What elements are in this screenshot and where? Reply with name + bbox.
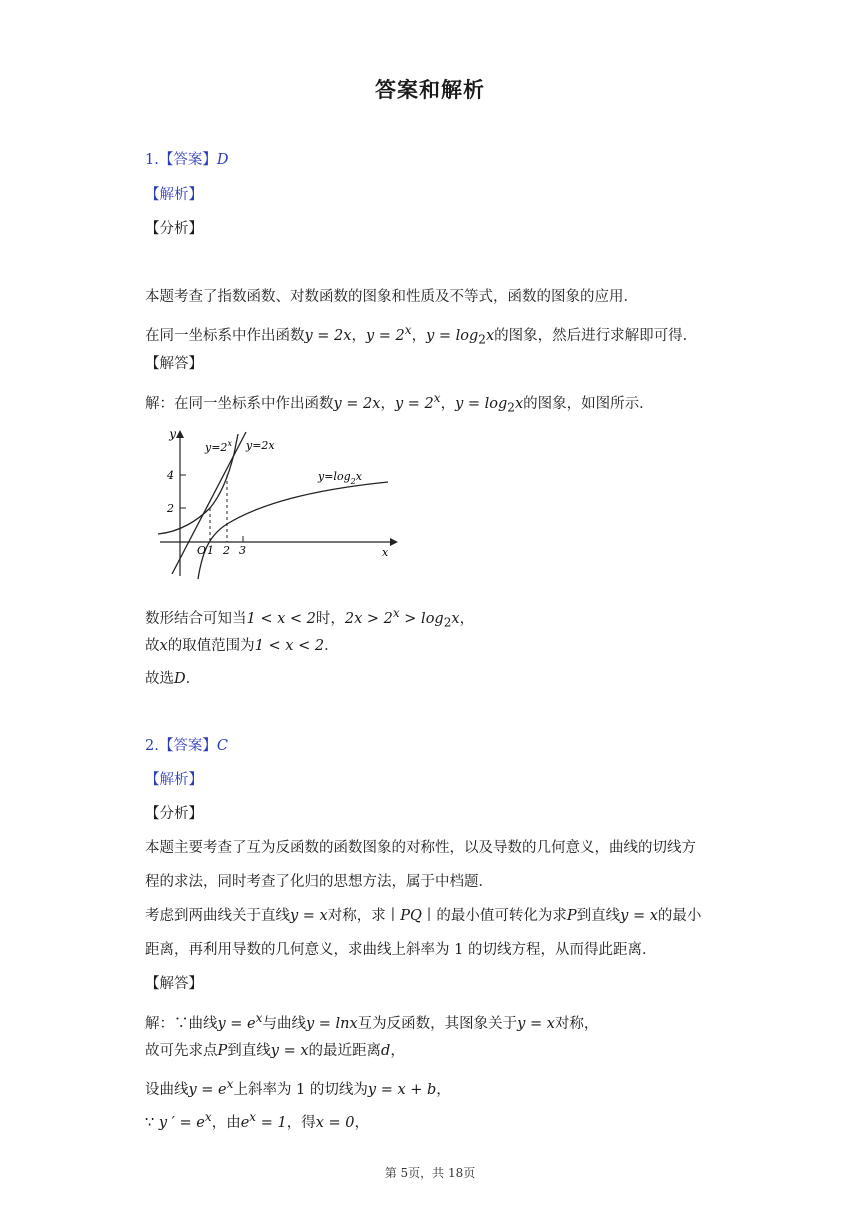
- formula-superscript: x: [392, 606, 400, 620]
- formula: x: [514, 395, 524, 412]
- text-segment: ，由: [211, 1114, 241, 1131]
- text-segment: 到直线: [227, 1043, 271, 1059]
- text-segment: 在同一坐标系中作出函数: [145, 327, 305, 344]
- formula: y = x: [290, 908, 328, 924]
- formula: y = 2: [394, 395, 434, 412]
- text-segment: ，: [351, 327, 366, 344]
- text-segment: 互为反函数，其图象关于: [357, 1015, 518, 1032]
- text-segment: 故选: [145, 671, 174, 687]
- q2-text7: [145, 1074, 451, 1100]
- text-segment: ，: [380, 395, 395, 412]
- formula: y = log: [426, 327, 479, 344]
- origin-label: O: [197, 544, 207, 557]
- q1-text5: [145, 636, 339, 656]
- formula: P: [217, 1043, 228, 1059]
- text-segment: 的取值范围为: [167, 638, 255, 654]
- q2-text3: [145, 906, 701, 926]
- formula: PQ: [400, 908, 422, 924]
- text-segment: ，: [436, 1081, 451, 1098]
- q1-fenxi-heading: 【分析】: [145, 221, 203, 237]
- q2-text1: 本题主要考查了互为反函数的函数图象的对称性，以及导数的几何意义，曲线的切线方: [145, 840, 696, 856]
- formula: y = 2x: [304, 327, 352, 344]
- text-segment: 解：∵曲线: [145, 1015, 218, 1032]
- q1-text4: [145, 603, 474, 633]
- formula: 1 < x < 2: [246, 610, 316, 627]
- q2-answer-label: 2.【答案】: [145, 738, 217, 754]
- formula: y = x: [620, 908, 658, 924]
- label-superscript: x: [227, 439, 232, 448]
- x-tick-label-1: 1: [207, 544, 214, 557]
- text-segment: 故可先求点: [145, 1043, 218, 1059]
- formula: x: [159, 638, 168, 654]
- formula: e: [240, 1114, 250, 1131]
- q1-answer-value: D: [216, 152, 229, 168]
- q2-jieda-heading: 【解答】: [145, 976, 203, 992]
- formula: d: [381, 1043, 391, 1059]
- formula: P: [566, 908, 577, 924]
- formula: y = x: [270, 1043, 309, 1059]
- text-segment: 的最近距离: [308, 1043, 382, 1059]
- x-axis-arrow: [390, 538, 398, 546]
- q1-text3: [145, 388, 654, 418]
- formula: x = 0: [315, 1114, 355, 1131]
- text-segment: 到直线: [576, 908, 621, 924]
- text-segment: 的最小: [657, 908, 702, 924]
- text-segment: 的图象，如图所示．: [523, 395, 654, 412]
- text-segment: ，: [411, 327, 427, 344]
- text-segment: 数形结合可知当: [145, 610, 247, 627]
- formula: y = 2x: [333, 395, 381, 412]
- text-segment: 上斜率为 1 的切线为: [233, 1081, 368, 1098]
- linear-curve-label: y=2x: [246, 439, 275, 452]
- q2-answer-line: [145, 736, 228, 756]
- formula: y = x + b: [367, 1081, 437, 1098]
- text-segment: 对称，求丨: [327, 908, 401, 924]
- text-segment: ，: [354, 1114, 369, 1131]
- q1-answer-line: [145, 150, 228, 170]
- formula: x: [485, 327, 495, 344]
- exp-curve-label: [204, 439, 232, 454]
- q1-text6: [145, 669, 200, 689]
- q1-jieda-heading: 【解答】: [145, 356, 203, 372]
- q2-answer-value: C: [216, 738, 228, 754]
- x-axis-label: x: [382, 546, 389, 559]
- y-tick-label-4: 4: [167, 469, 174, 482]
- formula-superscript: x: [404, 323, 412, 337]
- function-graph: [150, 424, 400, 584]
- q2-jiexi-heading: 【解析】: [145, 772, 203, 788]
- text-segment: 解：在同一坐标系中作出函数: [145, 395, 334, 412]
- text-segment: ∵: [145, 1114, 159, 1131]
- formula: 1 < x < 2: [254, 638, 325, 654]
- q2-text5: [145, 1008, 598, 1034]
- q1-answer-label: 1.【答案】: [145, 152, 217, 168]
- text-segment: 的图象，然后进行求解即可得．: [494, 327, 698, 344]
- page-title: 答案和解析: [375, 78, 485, 102]
- formula: y = e: [217, 1015, 256, 1032]
- label-subscript: 2: [350, 477, 356, 486]
- text-segment: ，: [390, 1043, 405, 1059]
- text-segment: 设曲线: [145, 1081, 189, 1098]
- formula-subscript: 2: [478, 332, 486, 347]
- label-part: x: [355, 470, 362, 483]
- formula-superscript: x: [433, 391, 441, 405]
- x-tick-label-2: 2: [223, 544, 230, 557]
- label-part: y=log: [318, 470, 351, 483]
- formula: y = lnx: [305, 1015, 358, 1032]
- q1-text1: 本题考查了指数函数、对数函数的图象和性质及不等式，函数的图象的应用．: [145, 289, 638, 305]
- formula-superscript: x: [255, 1011, 263, 1025]
- y-axis-label: y: [169, 427, 176, 441]
- formula: y = e: [188, 1081, 227, 1098]
- text-segment: ，得: [286, 1114, 316, 1131]
- formula-subscript: 2: [443, 615, 452, 630]
- formula: x: [451, 610, 460, 627]
- text-segment: 丨的最小值可转化为求: [421, 908, 567, 924]
- text-segment: ．: [324, 638, 339, 654]
- q2-text2: 程的求法，同时考查了化归的思想方法，属于中档题．: [145, 874, 493, 890]
- formula: y = x: [517, 1015, 555, 1032]
- formula-superscript: x: [226, 1077, 234, 1091]
- q2-text6: [145, 1041, 405, 1061]
- y-tick-label-2: 2: [167, 502, 174, 515]
- text-segment: ．: [185, 671, 201, 687]
- formula: y = log: [455, 395, 508, 412]
- text-segment: 考虑到两曲线关于直线: [145, 908, 290, 924]
- formula: y ′ = e: [158, 1114, 205, 1131]
- q1-text2: [145, 320, 697, 350]
- label-part: y=2: [205, 441, 228, 454]
- formula: 2x > 2: [344, 610, 393, 627]
- formula-superscript: x: [204, 1110, 212, 1124]
- x-tick-label-3: 3: [239, 544, 246, 557]
- formula: D: [174, 671, 186, 687]
- formula: y = 2: [365, 327, 405, 344]
- formula: = 1: [256, 1114, 287, 1131]
- q2-text8: [145, 1107, 369, 1133]
- text-segment: 对称，: [554, 1015, 599, 1032]
- formula-superscript: x: [249, 1110, 257, 1124]
- text-segment: 与曲线: [262, 1015, 306, 1032]
- text-segment: ，: [440, 395, 456, 412]
- q2-text4: 距离，再利用导数的几何意义，求曲线上斜率为 1 的切线方程，从而得此距离．: [145, 942, 657, 958]
- formula: > log: [399, 610, 444, 627]
- q1-jiexi-heading: 【解析】: [145, 187, 203, 203]
- y-axis-arrow: [176, 430, 184, 438]
- text-segment: ，: [459, 610, 475, 627]
- text-segment: 故: [145, 638, 160, 654]
- page-footer: 第 5页，共 18页: [384, 1166, 476, 1180]
- formula-subscript: 2: [507, 400, 515, 415]
- text-segment: 时，: [315, 610, 345, 627]
- q2-fenxi-heading: 【分析】: [145, 806, 203, 822]
- log-curve-label: [317, 470, 363, 486]
